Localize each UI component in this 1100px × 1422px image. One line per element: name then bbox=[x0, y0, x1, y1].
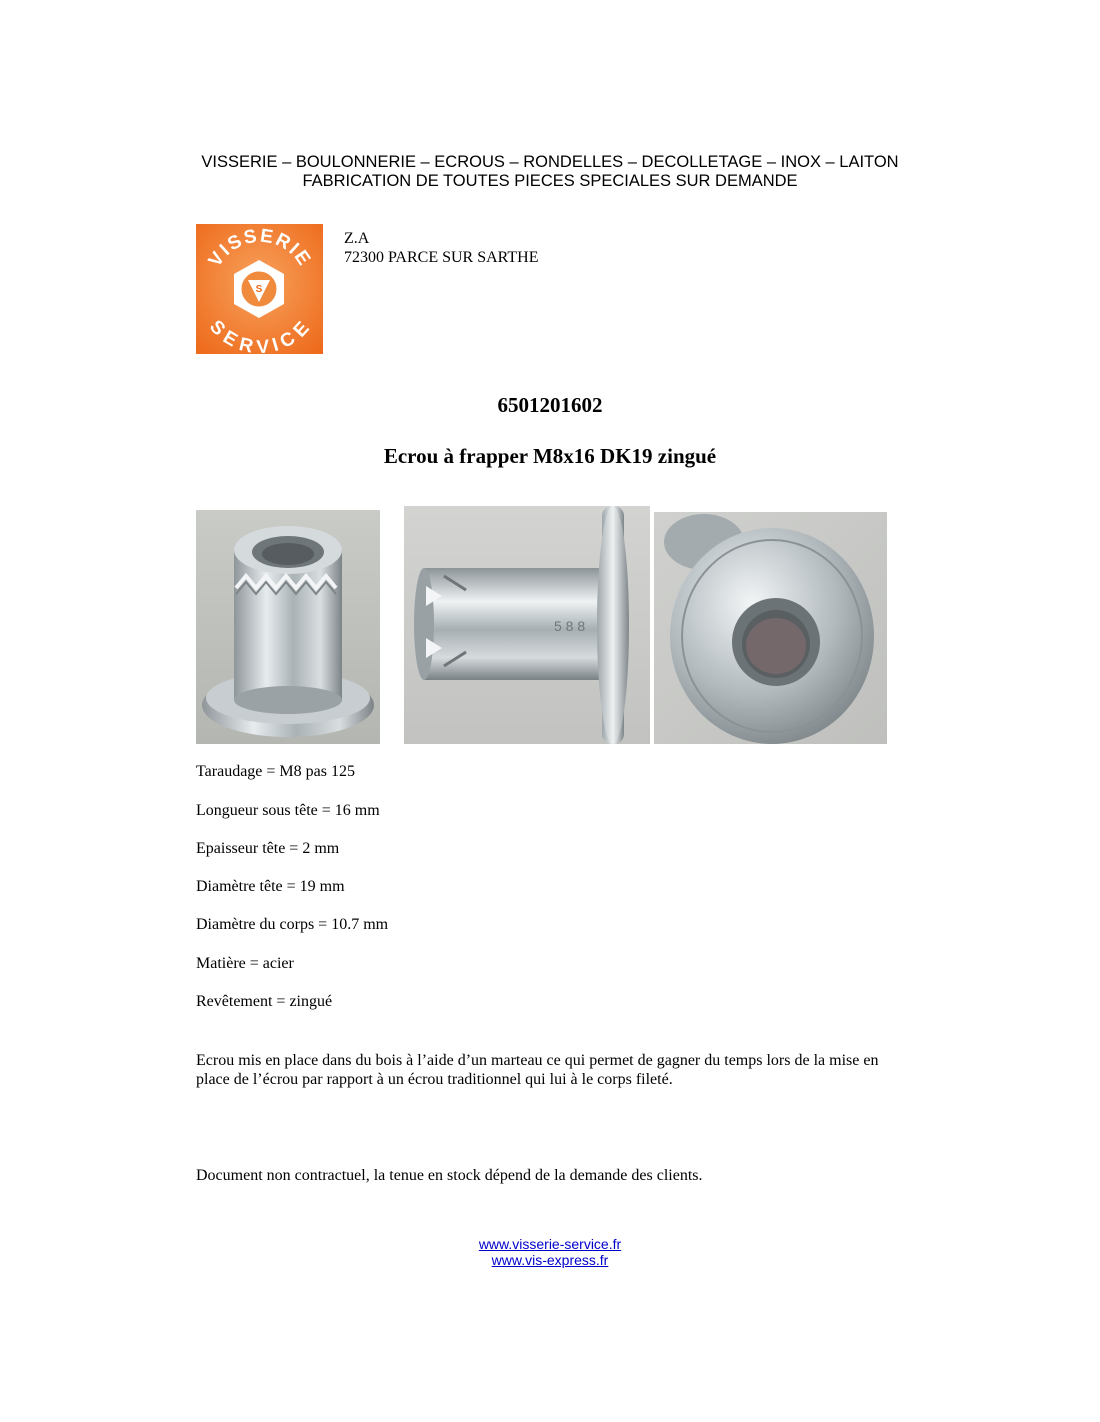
spec-line: Revêtement = zingué bbox=[196, 993, 333, 1010]
website-link-visserie-service[interactable]: www.visserie-service.fr bbox=[478, 1236, 622, 1252]
product-photo-top-view bbox=[196, 510, 380, 744]
product-description: Ecrou mis en place dans du bois à l’aide d’un marteau ce qui permet de gagner du temps lors de la mise en place de l’écrou par rapport à un écrou traditionnel qui lui à le corps fileté. bbox=[196, 1052, 879, 1088]
spec-line: Diamètre du corps = 10.7 mm bbox=[196, 916, 389, 933]
product-title: Ecrou à frapper M8x16 DK19 zingué bbox=[383, 444, 717, 468]
product-photo-side-view bbox=[404, 506, 650, 744]
product-code: 6501201602 bbox=[497, 393, 603, 417]
visserie-service-logo bbox=[196, 224, 323, 354]
address-line-1: Z.A bbox=[344, 230, 370, 247]
logo-top-text: VISSERIE bbox=[204, 225, 316, 271]
svg-text:5 8 8: 5 8 8 bbox=[554, 618, 586, 634]
svg-text:S: S bbox=[255, 284, 263, 295]
product-photo-head-view bbox=[654, 512, 887, 744]
header-line-1: VISSERIE – BOULONNERIE – ECROUS – RONDELLES – DECOLLETAGE – INOX – LAITON bbox=[201, 153, 899, 171]
spec-line: Matière = acier bbox=[196, 955, 294, 972]
disclaimer: Document non contractuel, la tenue en stock dépend de la demande des clients. bbox=[196, 1167, 703, 1184]
header-line-2: FABRICATION DE TOUTES PIECES SPECIALES SUR DEMANDE bbox=[302, 172, 798, 190]
spec-line: Taraudage = M8 pas 125 bbox=[196, 763, 355, 780]
logo-bottom-text: SERVICE bbox=[205, 316, 315, 354]
address-line-2: 72300 PARCE SUR SARTHE bbox=[344, 249, 539, 266]
spec-line: Longueur sous tête = 16 mm bbox=[196, 802, 380, 819]
website-link-vis-express[interactable]: www.vis-express.fr bbox=[491, 1252, 609, 1268]
spec-line: Diamètre tête = 19 mm bbox=[196, 878, 345, 895]
spec-line: Epaisseur tête = 2 mm bbox=[196, 840, 340, 857]
